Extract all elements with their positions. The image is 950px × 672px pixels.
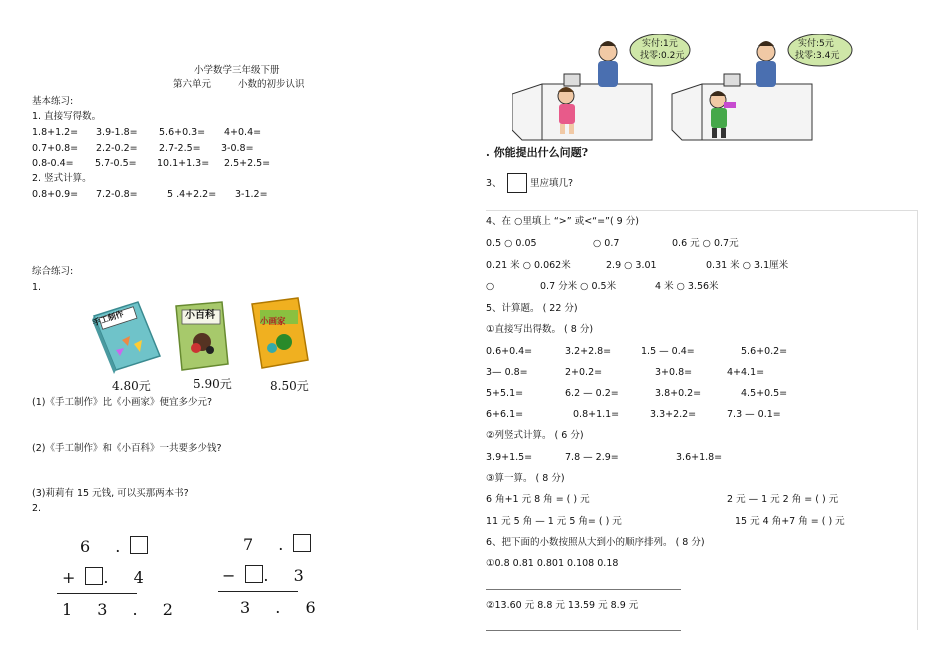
q1-item: 0.8-0.4=: [32, 158, 74, 169]
basic-q2-title: 2. 竖式计算。: [32, 173, 92, 184]
q5a-item: 3.8+0.2=: [655, 388, 702, 399]
q4-title: 4、在 ○里填上 “>” 或<“=”( 9 分): [486, 216, 639, 227]
q1-item: 3.9-1.8=: [96, 127, 138, 138]
q5b-item: 7.8 — 2.9=: [565, 452, 619, 463]
vertical-calc-1-result: 1 3 . 2: [62, 600, 183, 619]
bubble-1-line-1: 实付:1元: [642, 39, 678, 49]
q1-item: 2.2-0.2=: [96, 143, 138, 154]
q5b-item: 3.6+1.8=: [676, 452, 723, 463]
book-xiaohuajia-image: [250, 296, 310, 372]
q1-item: 2.7-2.5=: [159, 143, 201, 154]
comp-sub-question-1: (1)《手工制作》比《小画家》便宜多少元?: [32, 397, 212, 408]
vertical-calc-2-top: 7 .: [243, 534, 311, 554]
q5a-item: 0.6+0.4=: [486, 346, 533, 357]
q5a-item: 5.6+0.2=: [741, 346, 788, 357]
topic-label: 小数的初步认识: [238, 79, 305, 90]
q5a-item: 4+4.1=: [727, 367, 765, 378]
q1-item: 2.5+2.5=: [224, 158, 271, 169]
unit-label: 第六单元: [173, 79, 212, 90]
q5a-title: ①直接写出得数。 ( 8 分): [486, 324, 594, 335]
comp-sub-question-2: (2)《手工制作》和《小百科》一共要多少钱?: [32, 443, 222, 454]
section-divider: [486, 210, 917, 211]
q6-sub-a: ①0.8 0.81 0.801 0.108 0.18: [486, 558, 619, 569]
q1-item: 0.7+0.8=: [32, 143, 79, 154]
q5a-item: 3.2+2.8=: [565, 346, 612, 357]
q5-title: 5、计算题。 ( 22 分): [486, 303, 578, 314]
book-title: 小百科: [185, 310, 215, 321]
blank-box[interactable]: [245, 565, 263, 583]
q1-item: 10.1+1.3=: [157, 158, 210, 169]
blank-box[interactable]: [293, 534, 311, 552]
vertical-calc-1-top: 6 .: [80, 536, 148, 556]
bubble-2-line-2: 找零:3.4元: [795, 51, 840, 61]
comp-sub-question-3: (3)莉莉有 15 元钱, 可以买那两本书?: [32, 488, 189, 499]
vertical-calc-2-line: [218, 591, 298, 592]
q5b-title: ②列竖式计算。 ( 6 分): [486, 430, 584, 441]
q1-item: 1.8+1.2=: [32, 127, 79, 138]
vertical-calc-2-middle: − . 3: [222, 566, 314, 585]
q2-item: 5 .4+2.2=: [167, 189, 217, 200]
blank-box[interactable]: [130, 536, 148, 554]
comprehensive-heading: 综合练习:: [32, 266, 74, 277]
q4-item: 0.31 米 ○ 3.1厘米: [706, 260, 789, 271]
q5c-item: 6 角+1 元 8 角 = ( ) 元: [486, 494, 590, 505]
q1-item: 5.7-0.5=: [95, 158, 137, 169]
q5a-item: 3— 0.8=: [486, 367, 528, 378]
page-edge-line: [917, 210, 918, 630]
q5a-item: 7.3 — 0.1=: [727, 409, 781, 420]
vertical-calc-1-line: [57, 593, 137, 594]
q2-item: 3-1.2=: [235, 189, 268, 200]
q5a-item: 3+0.8=: [655, 367, 693, 378]
q1-item: 4+0.4=: [224, 127, 262, 138]
q5a-item: 4.5+0.5=: [741, 388, 788, 399]
q5c-item: 2 元 — 1 元 2 角 = ( ) 元: [727, 494, 839, 505]
q4-item: ○ 0.7: [593, 238, 620, 249]
q6-answer-line-b[interactable]: [486, 630, 681, 631]
vertical-calc-2-result: 3 . 6: [240, 598, 326, 617]
q5a-item: 3.3+2.2=: [650, 409, 697, 420]
q2-item: 7.2-0.8=: [96, 189, 138, 200]
q5a-item: 6.2 — 0.2=: [565, 388, 619, 399]
book-title: 小画家: [260, 317, 286, 327]
comprehensive-q1-num: 1.: [32, 282, 42, 293]
q4-item: 0.21 米 ○ 0.062米: [486, 260, 571, 271]
book-price: 4.80元: [112, 379, 151, 393]
q4-item: 2.9 ○ 3.01: [606, 260, 657, 271]
worksheet-title: 小学数学三年级下册: [194, 65, 280, 76]
q4-item: 0.7 分米 ○ 0.5米: [540, 281, 617, 292]
q4-item: 0.5 ○ 0.05: [486, 238, 537, 249]
vertical-calc-1-middle: + . 4: [62, 568, 154, 587]
q3-blank-box[interactable]: [507, 173, 527, 193]
q1-item: 5.6+0.3=: [159, 127, 206, 138]
q6-title: 6、把下面的小数按照从大到小的顺序排列。 ( 8 分): [486, 537, 705, 548]
q4-item: ○: [486, 281, 495, 292]
q4-item: 0.6 元 ○ 0.7元: [672, 238, 739, 249]
book-price: 8.50元: [270, 379, 309, 393]
q5c-item: 11 元 5 角 — 1 元 5 角= ( ) 元: [486, 516, 622, 527]
q5b-item: 3.9+1.5=: [486, 452, 533, 463]
q3-suffix: 里应填几?: [530, 178, 574, 189]
q5c-item: 15 元 4 角+7 角 = ( ) 元: [735, 516, 845, 527]
book-price: 5.90元: [193, 377, 232, 391]
q5a-item: 2+0.2=: [565, 367, 603, 378]
bubble-2-line-1: 实付:5元: [798, 39, 834, 49]
book-shougong-image: [86, 296, 166, 376]
q5a-item: 0.8+1.1=: [573, 409, 620, 420]
bubble-1-line-2: 找零:0.2元: [640, 51, 685, 61]
book-title: 手工制作: [91, 308, 125, 328]
q5a-item: 5+5.1=: [486, 388, 524, 399]
q5c-title: ③算一算。 ( 8 分): [486, 473, 565, 484]
q4-item: 4 米 ○ 3.56米: [655, 281, 719, 292]
basic-heading: 基本练习:: [32, 96, 74, 107]
q6-sub-b: ②13.60 元 8.8 元 13.59 元 8.9 元: [486, 600, 639, 611]
q1-item: 3-0.8=: [221, 143, 254, 154]
illustration-question: . 你能提出什么问题?: [486, 146, 589, 159]
q5a-item: 1.5 — 0.4=: [641, 346, 695, 357]
blank-box[interactable]: [85, 567, 103, 585]
comprehensive-q2-num: 2.: [32, 503, 42, 514]
basic-q1-title: 1. 直接写得数。: [32, 111, 102, 122]
q5a-item: 6+6.1=: [486, 409, 524, 420]
q6-answer-line-a[interactable]: [486, 589, 681, 590]
q3-prefix: 3、: [486, 178, 502, 189]
q2-item: 0.8+0.9=: [32, 189, 79, 200]
